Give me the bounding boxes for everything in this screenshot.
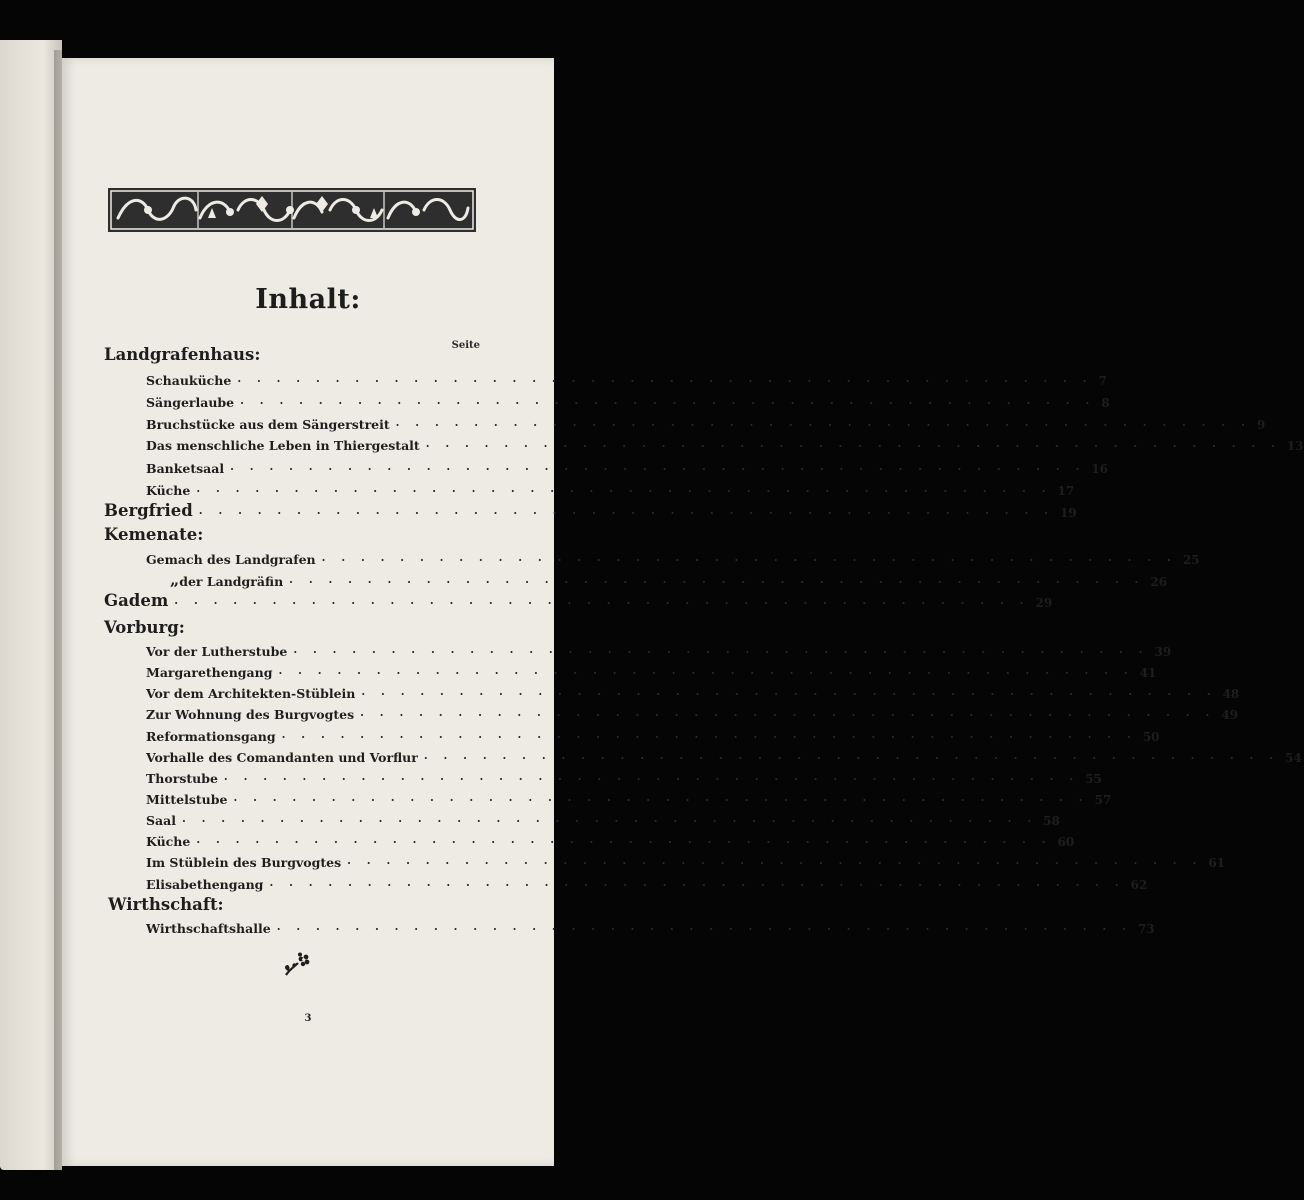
contents-heading: Inhalt: [255, 284, 361, 315]
ditto-mark: „ [170, 570, 180, 589]
toc-page-number: 7 [1098, 374, 1107, 388]
toc-label: Kemenate: [104, 525, 204, 544]
toc-label: Schauküche [146, 373, 232, 388]
toc-label: Banketsaal [146, 461, 225, 476]
dot-leader: . . . . . . . . . . . . . . . . . . . . . . . . . . . . . . . . . . . . . . . . . . . . [237, 372, 1093, 385]
toc-label: Küche [146, 834, 191, 849]
page-column-header: Seite [451, 340, 480, 351]
toc-section-vorburg [104, 615, 480, 637]
toc-page-number: 57 [1094, 793, 1112, 807]
toc-label: Saal [146, 813, 176, 828]
toc-entry [146, 431, 1304, 453]
toc-entry [146, 848, 1226, 870]
dot-leader: . . . . . . . . . . . . . . . . . . . . . . . . . . . . . . . . . . . . . . . . . . . . [423, 749, 1280, 762]
dot-leader: . . . . . . . . . . . . . . . . . . . . . . . . . . . . . . . . . . . . . . . . . . . . [321, 551, 1177, 564]
toc-label: Vorhalle des Comandanten und Vorflur [146, 750, 418, 765]
book-page [62, 58, 1304, 1166]
toc-label: Thorstube [146, 771, 218, 786]
toc-label: Landgrafenhaus: [104, 345, 261, 364]
dot-leader: . . . . . . . . . . . . . . . . . . . . . . . . . . . . . . . . . . . . . . . . . . . . [198, 504, 1054, 517]
toc-label: Bergfried [104, 501, 193, 520]
dot-leader: . . . . . . . . . . . . . . . . . . . . . . . . . . . . . . . . . . . . . . . . . . . . [276, 920, 1132, 933]
toc-section-kemenate [104, 522, 480, 544]
toc-label: Wirthschaftshalle [146, 921, 271, 936]
toc-entry [146, 827, 1075, 849]
toc-label: Reformationsgang [146, 729, 276, 744]
toc-page-number: 8 [1101, 396, 1110, 410]
toc-page-number: 55 [1085, 772, 1102, 786]
toc-label: Vorburg: [104, 618, 185, 637]
dot-leader: . . . . . . . . . . . . . . . . . . . . . . . . . . . . . . . . . . . . . . . . . . . . [181, 812, 1038, 825]
toc-entry [146, 410, 1266, 432]
dot-leader: . . . . . . . . . . . . . . . . . . . . . . . . . . . . . . . . . . . . . . . . . . . . [240, 394, 1096, 407]
toc-page-number: 19 [1059, 506, 1077, 520]
dot-leader: . . . . . . . . . . . . . . . . . . . . . . . . . . . . . . . . . . . . . . . . . . . . [223, 770, 1080, 783]
toc-label: Das menschliche Leben in Thiergestalt [146, 438, 420, 453]
toc-entry [146, 545, 1200, 567]
toc-entry [146, 870, 1148, 892]
toc-page-number: 29 [1035, 596, 1053, 610]
toc-page-number: 25 [1182, 553, 1200, 567]
toc-page-number: 39 [1154, 645, 1172, 659]
toc-entry [146, 679, 1240, 701]
toc-section-wirthschaft [108, 892, 480, 914]
toc-entry [146, 637, 1172, 659]
toc-label: Mittelstube [146, 792, 228, 807]
toc-section-gadem [104, 588, 1053, 610]
toc-page-number: 54 [1285, 751, 1302, 765]
toc-entry [146, 785, 1112, 807]
flower-ornament-icon [282, 951, 312, 977]
toc-label: Küche [146, 483, 191, 498]
toc-page-number: 62 [1130, 878, 1148, 892]
toc-page-number: 61 [1208, 856, 1226, 870]
toc-entry [146, 476, 1075, 498]
dot-leader: . . . . . . . . . . . . . . . . . . . . . . . . . . . . . . . . . . . . . . . . . . . . [196, 833, 1052, 846]
toc-label: Bruchstücke aus dem Sängerstreit [146, 417, 390, 432]
dot-leader: . . . . . . . . . . . . . . . . . . . . . . . . . . . . . . . . . . . . . . . . . . . . [293, 643, 1149, 656]
ornamental-header-band [108, 188, 476, 232]
toc-page-number: 48 [1222, 687, 1240, 701]
dot-leader: . . . . . . . . . . . . . . . . . . . . . . . . . . . . . . . . . . . . . . . . . . . . [174, 594, 1030, 607]
dot-leader: . . . . . . . . . . . . . . . . . . . . . . . . . . . . . . . . . . . . . . . . . . . . [361, 685, 1217, 698]
toc-page-number: 49 [1221, 708, 1239, 722]
toc-page-number: 26 [1150, 575, 1168, 589]
toc-label: der Landgräfin [179, 574, 284, 589]
dot-leader: . . . . . . . . . . . . . . . . . . . . . . . . . . . . . . . . . . . . . . . . . . . . [289, 573, 1145, 586]
toc-entry [146, 658, 1157, 680]
toc-entry [146, 806, 1060, 828]
toc-entry [146, 743, 1302, 765]
toc-page-number: 9 [1256, 418, 1266, 432]
toc-label: Im Stüblein des Burgvogtes [146, 855, 342, 870]
dot-leader: . . . . . . . . . . . . . . . . . . . . . . . . . . . . . . . . . . . . . . . . . . . . [360, 706, 1216, 719]
toc-label: Vor dem Architekten-Stüblein [146, 686, 356, 701]
toc-entry [146, 722, 1160, 744]
toc-label: Wirthschaft: [108, 895, 224, 914]
toc-label: Gemach des Landgrafen [146, 552, 316, 567]
dot-leader: . . . . . . . . . . . . . . . . . . . . . . . . . . . . . . . . . . . . . . . . . . . . [347, 854, 1203, 867]
facing-page-edge [0, 40, 62, 1170]
toc-entry [170, 567, 1168, 589]
toc-entry [146, 700, 1239, 722]
dot-leader: . . . . . . . . . . . . . . . . . . . . . . . . . . . . . . . . . . . . . . . . . . . . [278, 664, 1134, 677]
toc-entry [146, 454, 1109, 476]
dot-leader: . . . . . . . . . . . . . . . . . . . . . . . . . . . . . . . . . . . . . . . . . . . . [395, 416, 1251, 429]
toc-page-number: 73 [1137, 922, 1155, 936]
toc-section-bergfried [104, 498, 1077, 520]
dot-leader: . . . . . . . . . . . . . . . . . . . . . . . . . . . . . . . . . . . . . . . . . . . . [230, 460, 1086, 473]
toc-entry [146, 764, 1102, 786]
toc-entry [146, 388, 1110, 410]
toc-label: Elisabethengang [146, 877, 264, 892]
dot-leader: . . . . . . . . . . . . . . . . . . . . . . . . . . . . . . . . . . . . . . . . . . . . [425, 437, 1281, 450]
toc-entry [146, 914, 1155, 936]
toc-page-number: 16 [1091, 462, 1109, 476]
dot-leader: . . . . . . . . . . . . . . . . . . . . . . . . . . . . . . . . . . . . . . . . . . . . [196, 482, 1052, 495]
toc-page-number: 13 [1286, 439, 1304, 453]
toc-page-number: 50 [1142, 730, 1160, 744]
dot-leader: . . . . . . . . . . . . . . . . . . . . . . . . . . . . . . . . . . . . . . . . . . . . [269, 876, 1125, 889]
toc-label: Gadem [104, 591, 169, 610]
toc-entry [146, 366, 1107, 388]
toc-page-number: 41 [1139, 666, 1157, 680]
toc-label: Margarethengang [146, 665, 273, 680]
toc-section-landgrafenhaus [104, 342, 480, 364]
dot-leader: . . . . . . . . . . . . . . . . . . . . . . . . . . . . . . . . . . . . . . . . . . . . [233, 791, 1089, 804]
toc-label: Zur Wohnung des Burgvogtes [146, 707, 355, 722]
toc-page-number: 58 [1043, 814, 1060, 828]
toc-page-number: 17 [1057, 484, 1075, 498]
toc-label: Sängerlaube [146, 395, 235, 410]
page-folio-number: 3 [304, 1013, 312, 1024]
toc-page-number: 60 [1057, 835, 1075, 849]
toc-label: Vor der Lutherstube [146, 644, 288, 659]
dot-leader: . . . . . . . . . . . . . . . . . . . . . . . . . . . . . . . . . . . . . . . . . . . . [281, 728, 1137, 741]
